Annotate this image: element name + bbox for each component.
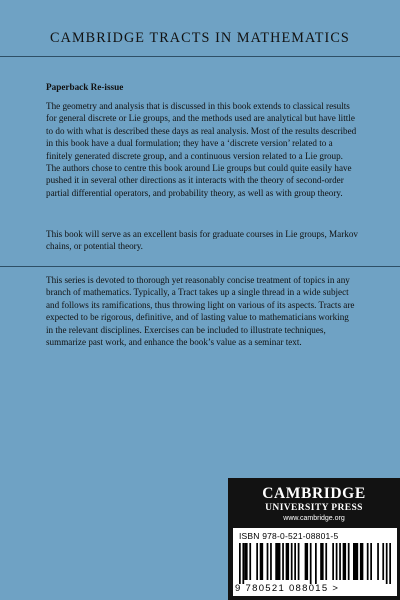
barcode-bar	[377, 543, 379, 580]
publisher-url: www.cambridge.org	[283, 515, 345, 522]
barcode-bar	[360, 543, 363, 580]
barcode-bar	[348, 543, 350, 580]
reissue-label: Paperback Re-issue	[46, 82, 124, 92]
barcode-bar	[294, 543, 296, 580]
barcode-bar	[239, 543, 241, 584]
barcode-bar	[339, 543, 341, 580]
barcode-bar	[386, 543, 388, 584]
publisher-name: CAMBRIDGE	[262, 485, 366, 502]
series-title: CAMBRIDGE TRACTS IN MATHEMATICS	[50, 30, 350, 46]
series-description-paragraph: This series is devoted to thorough yet reasonably concise treatment of topics in any branch of mathematics. Typically, a Tract takes up a single thread in a wide subject and follows its ramifications, thus throwing light on various of its aspects. Tracts are expected to be rigorous, definitive, and of lasting value to mathematicians working in the relevant disciplines. Exercises can be included to illustrate techniques, summarize past work, and enhance the book’s value as a seminar text.	[46, 275, 355, 348]
barcode-bar	[249, 543, 251, 580]
barcode-bar	[367, 543, 369, 580]
barcode-bar	[332, 543, 334, 580]
barcode-bar	[336, 543, 338, 580]
barcode-graphic	[239, 543, 391, 584]
middle-divider	[0, 266, 400, 267]
barcode-bar	[242, 543, 244, 584]
publisher-subtitle: UNIVERSITY PRESS	[265, 503, 363, 513]
barcode-bar	[389, 543, 391, 584]
barcode-area	[233, 528, 397, 596]
barcode-bar	[275, 543, 280, 580]
barcode-bar	[267, 543, 269, 580]
barcode-bar	[305, 543, 308, 580]
book-usage-paragraph: This book will serve as an excellent basis for graduate courses in Lie groups, Markov chains, or potential theory.	[46, 229, 358, 252]
barcode-bar	[260, 543, 263, 580]
barcode-bar	[353, 543, 358, 580]
barcode-bar	[370, 543, 372, 580]
barcode-bar	[382, 543, 384, 580]
barcode-bar	[282, 543, 284, 580]
barcode-bar	[320, 543, 323, 580]
barcode-bar	[270, 543, 272, 580]
barcode-bar	[256, 543, 258, 580]
isbn-label: ISBN 978-0-521-08801-5	[239, 531, 339, 541]
barcode-bar	[343, 543, 346, 580]
barcode-bar	[298, 543, 300, 580]
barcode-bar	[315, 543, 317, 584]
barcode-bar	[291, 543, 293, 580]
barcode-bar	[325, 543, 327, 580]
barcode-bar	[244, 543, 247, 580]
barcode-digits: 9 780521 088015 >	[235, 583, 340, 594]
top-divider	[0, 56, 400, 57]
barcode-bar	[310, 543, 312, 584]
book-description-paragraph: The geometry and analysis that is discussed in this book extends to classical results for general discrete or Lie groups, and the methods used are analytical but have little to do with what is described these days as real analysis. Most of the results described in this book have a dual formulation; they have a ‘discrete version’ related to a finitely generated discrete group, and a continuous version related to a Lie group. The authors chose to centre this book around Lie groups but could quite easily have pushed it in several other directions as it interacts with the theory of second-order partial differential operators, and probability theory, as well as with group theory.	[46, 101, 357, 198]
barcode-bar	[286, 543, 289, 580]
